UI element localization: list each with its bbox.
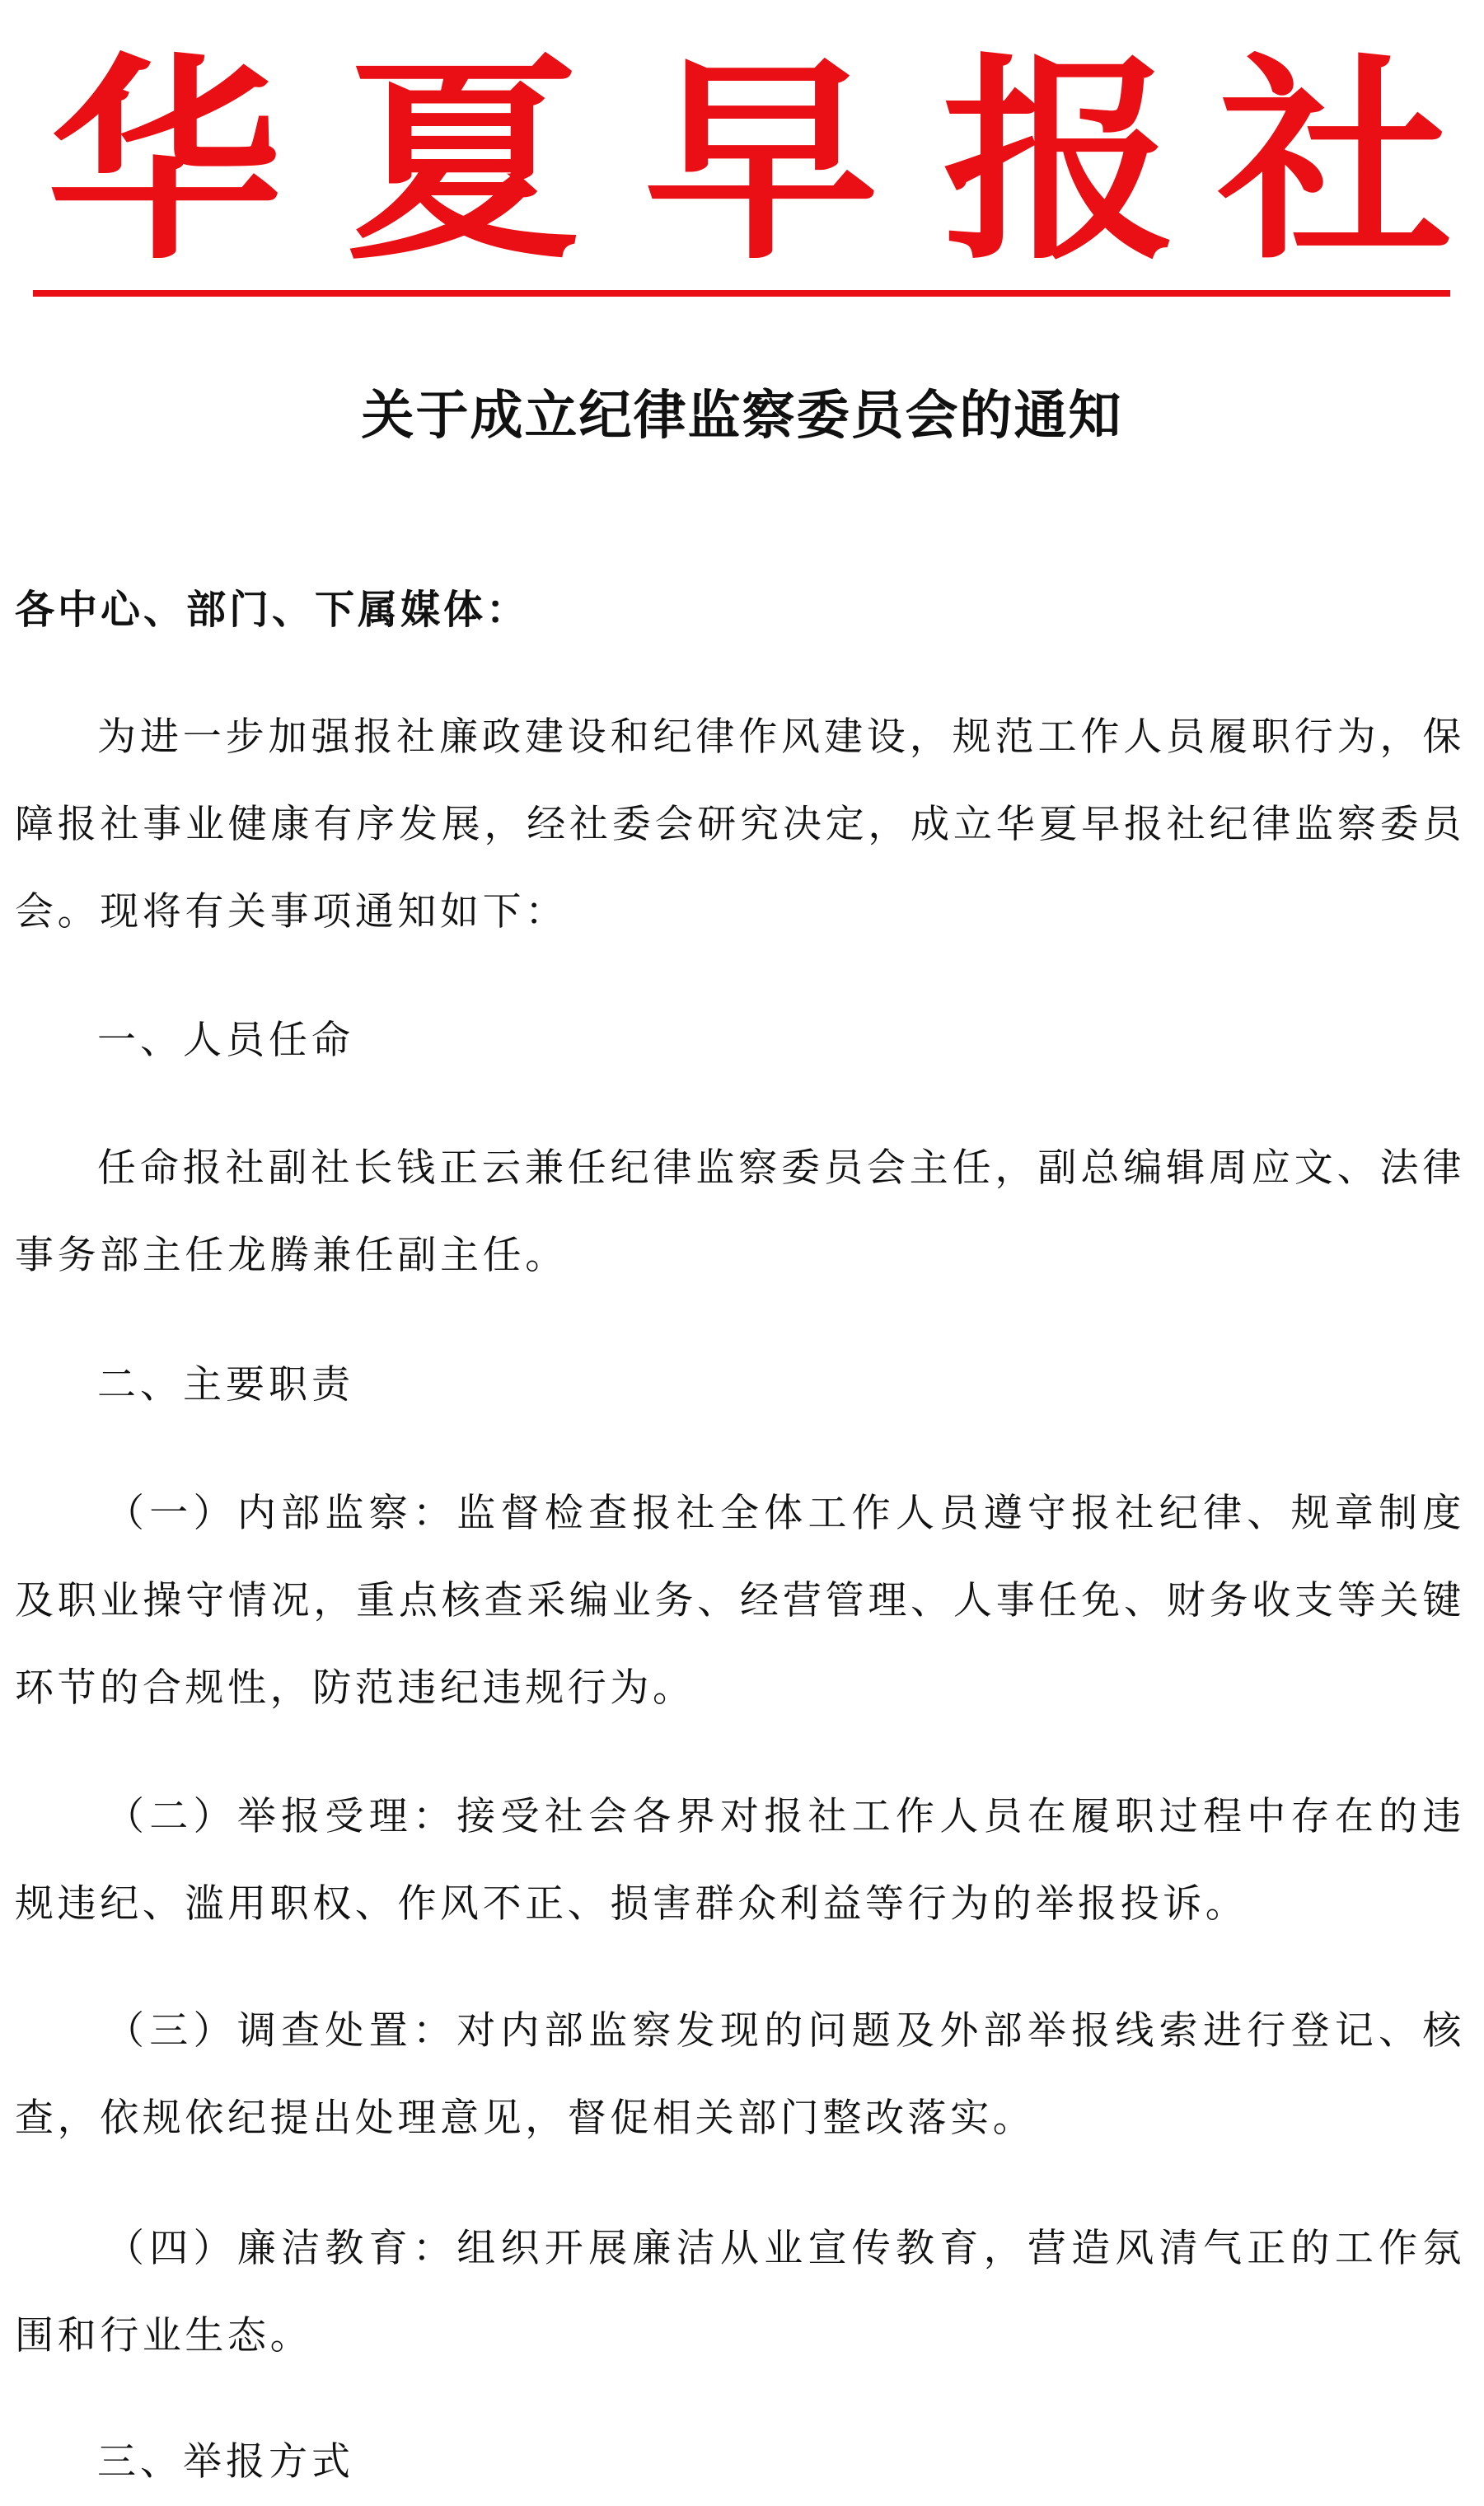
section-heading-reporting: 三、举报方式 — [97, 2439, 354, 2485]
header-divider — [33, 290, 1450, 297]
intro-paragraph: 为进一步加强报社廉政建设和纪律作风建设，规范工作人员履职行为，保障报社事业健康有序发展，经社委会研究决定，成立华夏早报社纪律监察委员会。现将有关事项通知如下： — [15, 714, 1465, 934]
duty-item: （四）廉洁教育：组织开展廉洁从业宣传教育，营造风清气正的工作氛围和行业生态。 — [15, 2226, 1465, 2358]
masthead-char: 夏 — [345, 36, 581, 289]
duty-item: （一）内部监察：监督检查报社全体工作人员遵守报社纪律、规章制度及职业操守情况，重点核查采编业务、经营管理、人事任免、财务收支等关键环节的合规性，防范违纪违规行为。 — [15, 1491, 1465, 1711]
masthead-char: 报 — [942, 36, 1177, 289]
duty-item: （三）调查处置：对内部监察发现的问题及外部举报线索进行登记、核查，依规依纪提出处理意见，督促相关部门整改落实。 — [15, 2008, 1465, 2141]
salutation: 各中心、部门、下属媒体： — [15, 587, 530, 633]
masthead — [0, 33, 1484, 289]
masthead-char: 华 — [47, 36, 283, 289]
masthead-char: 早 — [644, 36, 879, 289]
masthead-char: 社 — [1217, 36, 1453, 289]
section-heading-duties: 二、主要职责 — [97, 1362, 354, 1408]
section-heading-appointment: 一、人员任命 — [97, 1018, 354, 1063]
appointment-paragraph: 任命报社副社长钱正云兼任纪律监察委员会主任，副总编辑周应文、法律事务部主任龙腾兼任副主任。 — [15, 1145, 1465, 1278]
duty-item: （二）举报受理：接受社会各界对报社工作人员在履职过程中存在的违规违纪、滥用职权、作风不正、损害群众利益等行为的举报投诉。 — [15, 1794, 1465, 1927]
document-title: 关于成立纪律监察委员会的通知 — [361, 386, 1123, 447]
